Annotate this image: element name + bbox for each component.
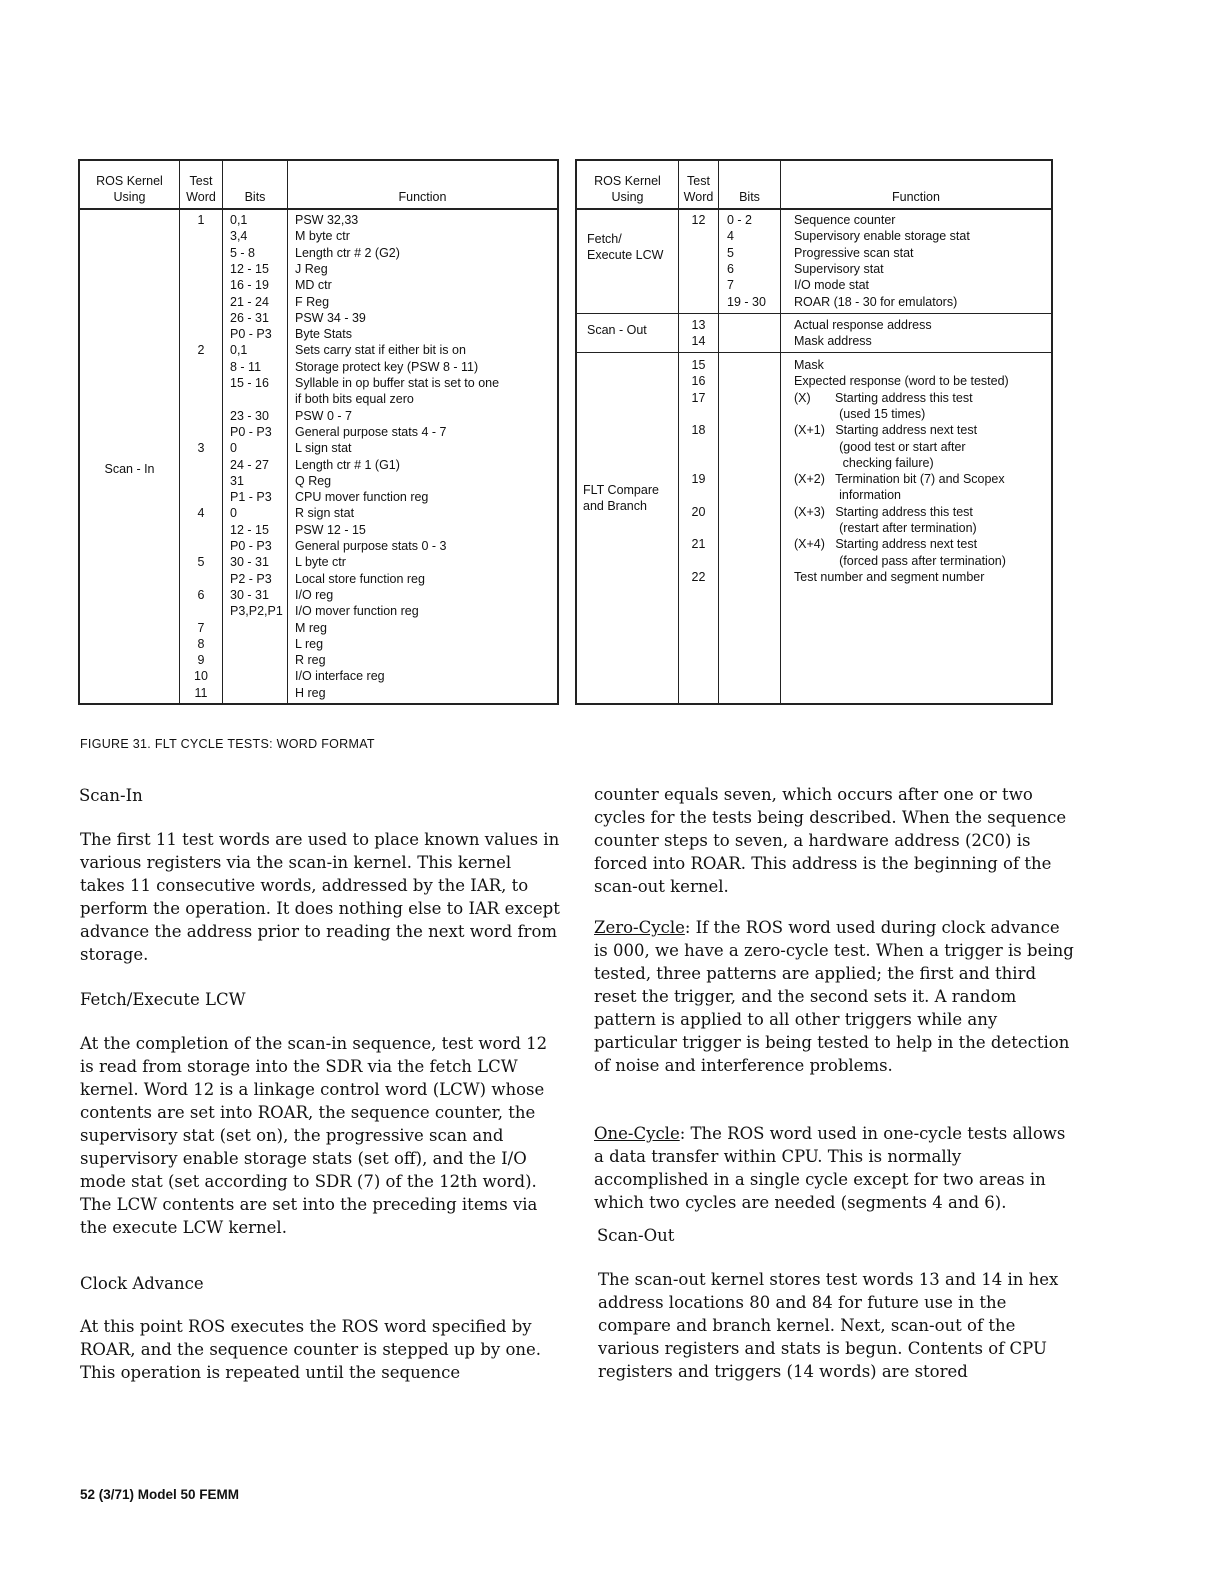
cell-bits: 0	[230, 441, 237, 456]
continued-paragraph: counter equals seven, which occurs after one or two cycles for the tests being described. When the sequence counter steps to seven, a hardware address (2C0) is forced into ROAR. This address is the beginning of the scan-out kernel.	[594, 785, 1067, 896]
cell-func: General purpose stats 0 - 3	[295, 539, 447, 553]
cell-word: 19	[691, 472, 706, 487]
one-cycle-paragraph: One-Cycle: The ROS word used in one-cycle tests allows a data transfer within CPU. This is normally accomplished in a single cycle except for two areas in which two cycles are needed (segments 4 and 6).	[594, 1124, 1066, 1212]
cell-func: Sets carry stat if either bit is on	[295, 343, 466, 358]
figure-caption: FIGURE 31. FLT CYCLE TESTS: WORD FORMAT	[80, 737, 375, 751]
scan-out-heading: Scan-Out	[597, 1226, 675, 1245]
cell-word: 3	[197, 441, 205, 456]
cell-bits: 26 - 31	[230, 310, 269, 325]
cell-bits: 4	[727, 229, 734, 244]
cell-word: 15	[691, 358, 706, 372]
cell-func: R sign stat	[295, 506, 355, 521]
cell-func: PSW 12 - 15	[295, 522, 366, 537]
fetch-paragraph: At the completion of the scan-in sequence, test word 12 is read from storage into the SDR via the fetch LCW kernel. Word 12 is a linkage control word (LCW) whose contents are set into ROAR, the sequence counter, the supervisory stat (set on), the progressive scan and supervisory enable storage stats (set off), and the I/O mode stat (set according to SDR (7) of the 12th word). The LCW contents are set into the preceding items via the execute LCW kernel.	[80, 1034, 548, 1237]
cell-func: L byte ctr	[295, 555, 346, 570]
cell-func: (X) Starting address this test	[794, 390, 973, 405]
cell-word: 9	[197, 653, 205, 668]
kernel-flt-compare: FLT Compare and Branch	[583, 483, 659, 514]
cell-bits: P0 - P3	[230, 424, 272, 439]
cell-word: 4	[197, 506, 205, 521]
cell-word: 2	[197, 343, 205, 358]
cell-func: General purpose stats 4 - 7	[295, 424, 447, 439]
cell-func: J Reg	[295, 261, 328, 276]
cell-func: Length ctr # 1 (G1)	[295, 457, 400, 472]
cell-func: Local store function reg	[295, 571, 425, 586]
header-bits: Bits	[244, 190, 266, 204]
cell-func: Expected response (word to be tested)	[794, 374, 1009, 389]
scan-in-table	[78, 159, 559, 705]
cell-func: Mask	[794, 358, 824, 372]
cell-bits: 8 - 11	[230, 359, 262, 374]
cell-bits: P2 - P3	[230, 571, 272, 586]
cell-word: 11	[194, 685, 208, 700]
cell-word: 17	[691, 390, 706, 405]
header-word: Test Word	[186, 174, 216, 205]
cell-bits: 12 - 15	[230, 522, 269, 537]
cell-bits: P1 - P3	[230, 490, 272, 505]
cell-func: I/O mover function reg	[295, 604, 419, 619]
cell-func: (X+1) Starting address next test	[794, 423, 978, 438]
cell-word: 16	[691, 374, 706, 389]
header-function: Function	[892, 190, 940, 204]
header-bits: Bits	[739, 190, 760, 204]
cell-bits: 21 - 24	[230, 294, 269, 309]
header-function: Function	[398, 190, 447, 204]
cell-word: 12	[691, 213, 706, 227]
cell-bits: 3,4	[230, 229, 248, 244]
cell-bits: 0 - 2	[727, 213, 753, 227]
cell-func: Sequence counter	[794, 213, 896, 227]
cell-word: 14	[691, 334, 706, 349]
clock-heading: Clock Advance	[80, 1274, 204, 1293]
cell-word: 18	[691, 423, 706, 438]
cell-bits: 7	[727, 278, 734, 293]
header-kernel: ROS Kernel Using	[96, 174, 163, 205]
cell-word: 13	[691, 318, 706, 332]
cell-func: L sign stat	[295, 441, 352, 456]
cell-bits: 15 - 16	[230, 376, 269, 390]
cell-bits: 6	[727, 261, 734, 276]
cell-func: (X+3) Starting address this test	[794, 504, 973, 519]
cell-word: 22	[691, 569, 706, 584]
cell-bits: 31	[230, 473, 244, 488]
kernel-scan-out: Scan - Out	[587, 323, 647, 337]
cell-func: M reg	[295, 620, 327, 635]
cell-bits: 0,1	[230, 343, 248, 358]
cell-word: 1	[197, 213, 205, 227]
cell-func: Length ctr # 2 (G2)	[295, 245, 400, 260]
cell-func: Q Reg	[295, 473, 332, 488]
cell-bits: P0 - P3	[230, 539, 272, 553]
cell-word: 21	[691, 537, 706, 552]
cell-func: Mask address	[794, 334, 872, 349]
cell-func: information	[794, 488, 901, 503]
cell-func: Test number and segment number	[794, 569, 985, 584]
cell-func: L reg	[295, 636, 324, 651]
kernel-fetch: Fetch/ Execute LCW	[587, 232, 664, 263]
scan-in-paragraph: The first 11 test words are used to place known values in various registers via the scan-in kernel. This kernel takes 11 consecutive words, addressed by the IAR, to perform the operation. It does nothing else to IAR except advance the address prior to reading the next word from storage.	[80, 830, 560, 964]
cell-word: 6	[197, 587, 205, 602]
one-cycle-label: One-Cycle	[594, 1124, 680, 1143]
cell-func: M byte ctr	[295, 229, 350, 244]
cell-func: I/O reg	[295, 587, 334, 602]
cell-func: Supervisory enable storage stat	[794, 229, 970, 244]
cell-func: I/O mode stat	[794, 278, 870, 293]
cell-func: Actual response address	[794, 318, 932, 332]
zero-cycle-paragraph: Zero-Cycle: If the ROS word used during clock advance is 000, we have a zero-cycle test. When a trigger is being tested, three patterns are applied; the first and third reset the trigger, and the second sets it. A random pattern is applied to all other triggers while any particular trigger is being tested to help in the detection of noise and interference problems.	[594, 918, 1074, 1075]
cell-func: PSW 0 - 7	[295, 408, 352, 423]
cell-func: Byte Stats	[295, 327, 352, 342]
cell-bits: 5 - 8	[230, 245, 256, 260]
cell-func: Supervisory stat	[794, 261, 884, 276]
fetch-heading: Fetch/Execute LCW	[80, 990, 246, 1009]
cell-func: (forced pass after termination)	[794, 553, 1006, 568]
cell-bits: 5	[727, 245, 734, 260]
kernel-label: Scan - In	[104, 462, 155, 476]
zero-cycle-label: Zero-Cycle	[594, 918, 685, 937]
cell-word: 20	[691, 504, 706, 519]
cell-word: 5	[197, 555, 205, 570]
cell-func: F Reg	[295, 294, 330, 309]
cell-func: checking failure)	[794, 455, 934, 470]
cell-func: I/O interface reg	[295, 669, 385, 684]
cell-func: (restart after termination)	[794, 521, 977, 535]
page-footer: 52 (3/71) Model 50 FEMM	[80, 1487, 240, 1502]
cell-func: H reg	[295, 685, 326, 700]
cell-func: ROAR (18 - 30 for emulators)	[794, 294, 958, 309]
cell-bits: 0,1	[230, 213, 248, 227]
cell-bits: 30 - 31	[230, 555, 269, 570]
scan-out-paragraph: The scan-out kernel stores test words 13 and 14 in hex address locations 80 and 84 for future use in the compare and branch kernel. Next, scan-out of the various registers and stats is begun. Contents of CPU registers and triggers (14 words) are stored	[598, 1270, 1059, 1381]
cell-bits: 16 - 19	[230, 278, 269, 293]
cell-func: CPU mover function reg	[295, 490, 429, 505]
cell-func: (good test or start after	[794, 439, 966, 454]
cell-func: (X+4) Starting address next test	[794, 537, 978, 552]
cell-bits: 24 - 27	[230, 457, 269, 472]
header-word: Test Word	[683, 174, 714, 205]
cell-func: (used 15 times)	[794, 406, 926, 421]
cell-func: PSW 32,33	[295, 213, 359, 227]
cell-func: MD ctr	[295, 278, 332, 293]
cell-bits: 23 - 30	[230, 408, 269, 423]
header-kernel: ROS Kernel Using	[594, 174, 661, 205]
cell-word: 8	[197, 636, 205, 651]
cell-func: Syllable in op buffer stat is set to one	[295, 376, 500, 390]
cell-func: PSW 34 - 39	[295, 310, 366, 325]
cell-word: 10	[194, 669, 208, 684]
cell-word: 7	[197, 620, 205, 635]
cell-bits: 12 - 15	[230, 261, 269, 276]
cell-bits: 19 - 30	[727, 294, 766, 309]
cell-func: (X+2) Termination bit (7) and Scopex	[794, 472, 1005, 487]
cell-func: Progressive scan stat	[794, 245, 914, 260]
compare-table	[575, 159, 1053, 705]
cell-func: if both bits equal zero	[295, 392, 414, 407]
clock-paragraph: At this point ROS executes the ROS word specified by ROAR, and the sequence counter is stepped up by one. This operation is repeated until the sequence	[80, 1317, 542, 1382]
cell-bits: 0	[230, 506, 237, 521]
cell-func: Storage protect key (PSW 8 - 11)	[295, 359, 479, 374]
cell-bits: 30 - 31	[230, 587, 269, 602]
cell-func: R reg	[295, 653, 326, 668]
cell-bits: P3,P2,P1	[230, 604, 283, 619]
scan-in-heading: Scan-In	[79, 786, 143, 805]
cell-bits: P0 - P3	[230, 327, 272, 342]
